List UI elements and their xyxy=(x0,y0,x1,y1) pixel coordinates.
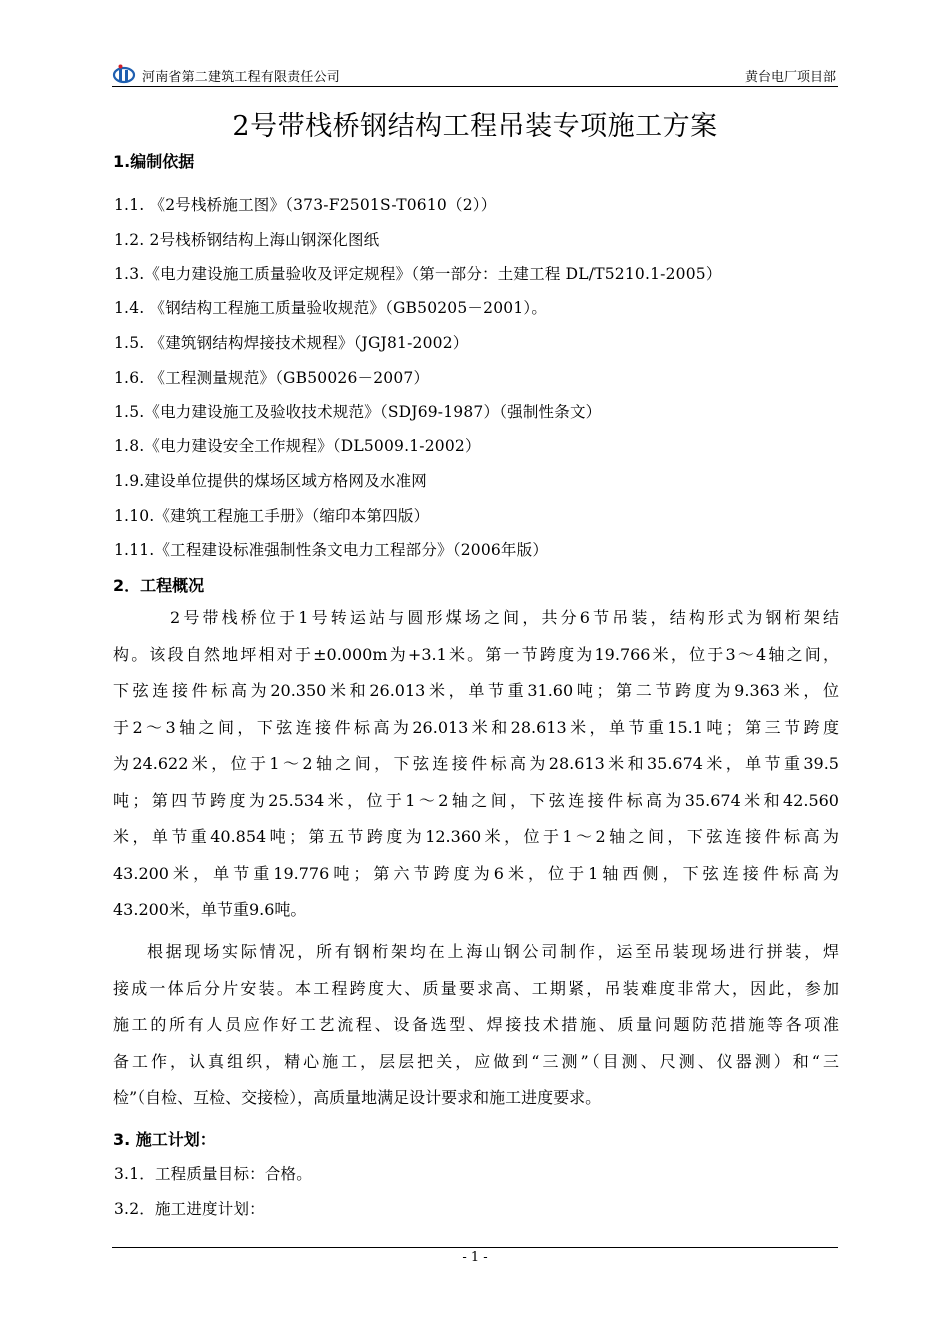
plan-item: 3.2．施工进度计划： xyxy=(114,1200,265,1218)
reference-item: 1.2. 2号栈桥钢结构上海山钢深化图纸 xyxy=(114,231,380,249)
header-project-name: 黄台电厂项目部 xyxy=(744,70,836,85)
section-heading-overview: 2．工程概况 xyxy=(113,576,205,595)
plan-item: 3.1．工程质量目标：合格。 xyxy=(114,1165,312,1183)
overview-paragraph xyxy=(113,600,839,929)
footer-divider xyxy=(112,1247,838,1248)
reference-item: 1.1. 《2号栈桥施工图》（373-F2501S-T0610（2）） xyxy=(114,196,497,214)
paragraph-line: 构。该段自然地坪相对于±0.000m为+3.1米。第一节跨度为19.766米，位于3～4轴之间， xyxy=(113,644,839,664)
page-header xyxy=(112,62,838,87)
paragraph-line: 于2～3轴之间，下弦连接件标高为26.013米和28.613米，单节重15.1吨；第三节跨度 xyxy=(113,717,839,737)
paragraph-line: 2号带栈桥位于1号转运站与圆形煤场之间，共分6节吊装，结构形式为钢桁架结 xyxy=(170,608,839,627)
reference-item: 1.3.《电力建设施工质量验收及评定规程》（第一部分：土建工程 DL/T5210.1-2005） xyxy=(114,265,722,283)
reference-item: 1.6. 《工程测量规范》（GB50026－2007） xyxy=(114,369,430,387)
company-logo-icon xyxy=(112,64,136,84)
construction-paragraph xyxy=(113,934,839,1117)
paragraph-line: 43.200米，单节重19.776吨；第六节跨度为6米，位于1轴西侧，下弦连接件标高为 xyxy=(113,863,839,883)
section-heading-plan: 3. 施工计划： xyxy=(113,1130,216,1149)
reference-item: 1.5.《电力建设施工及验收技术规范》（SDJ69-1987）（强制性条文） xyxy=(114,403,602,421)
paragraph-line: 施工的所有人员应作好工艺流程、设备选型、焊接技术措施、质量问题防范措施等各项准 xyxy=(113,1015,839,1034)
paragraph-line: 43.200米，单节重9.6吨。 xyxy=(113,900,307,919)
reference-item: 1.11.《工程建设标准强制性条文电力工程部分》（2006年版） xyxy=(114,541,549,559)
paragraph-line: 备工作，认真组织，精心施工，层层把关，应做到“三测”（目测、尺测、仪器测）和“三 xyxy=(113,1051,839,1071)
paragraph-line: 吨；第四节跨度为25.534米，位于1～2轴之间，下弦连接件标高为35.674米和42.560 xyxy=(113,790,839,810)
header-company-name: 河南省第二建筑工程有限责任公司 xyxy=(142,70,341,85)
document-title: 2号带栈桥钢结构工程吊装专项施工方案 xyxy=(232,111,718,142)
reference-item: 1.9.建设单位提供的煤场区域方格网及水准网 xyxy=(114,472,427,490)
paragraph-line: 接成一体后分片安装。本工程跨度大、质量要求高、工期紧，吊装难度非常大，因此，参加 xyxy=(113,978,839,998)
section-heading-basis: 1.编制依据 xyxy=(113,152,195,171)
paragraph-line: 为24.622米，位于1～2轴之间，下弦连接件标高为28.613米和35.674米，单节重39.5 xyxy=(113,754,839,773)
reference-item: 1.8.《电力建设安全工作规程》（DL5009.1-2002） xyxy=(114,437,481,455)
reference-item: 1.10.《建筑工程施工手册》（缩印本第四版） xyxy=(114,507,430,525)
reference-item: 1.5. 《建筑钢结构焊接技术规程》（JGJ81-2002） xyxy=(114,334,469,352)
paragraph-line: 检”（自检、互检、交接检），高质量地满足设计要求和施工进度要求。 xyxy=(113,1088,602,1107)
reference-item: 1.4. 《钢结构工程施工质量验收规范》（GB50205－2001）。 xyxy=(114,299,548,317)
paragraph-line: 根据现场实际情况，所有钢桁架均在上海山钢公司制作，运至吊装现场进行拼装，焊 xyxy=(147,942,839,961)
paragraph-line: 下弦连接件标高为20.350米和26.013米，单节重31.60吨；第二节跨度为9.363米，位 xyxy=(113,681,839,700)
page-number: - 1 - xyxy=(462,1250,488,1265)
paragraph-line: 米，单节重40.854吨；第五节跨度为12.360米，位于1～2轴之间，下弦连接件标高为 xyxy=(113,827,839,846)
